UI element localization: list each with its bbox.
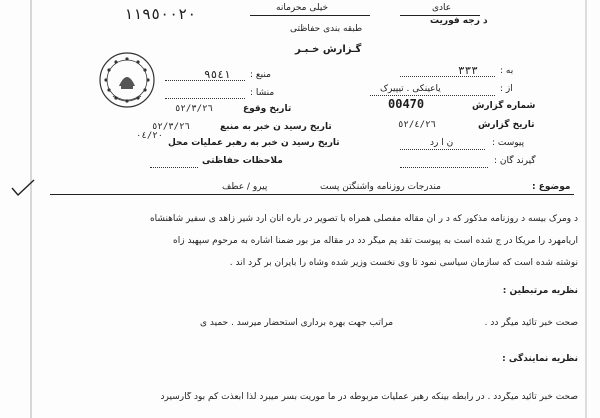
source-receipt-date-value: ٥٢/٣/٢٦: [152, 122, 190, 132]
sources-comment-text: صحت خبر تائید میگر دد .: [484, 318, 578, 328]
origin-label: منشا :: [250, 88, 275, 98]
confidentiality-value: خیلی محرمانه: [276, 3, 329, 13]
recipients-label: گیرند گان :: [494, 156, 536, 166]
from-value: یاعینکی . تیپیرک: [380, 84, 441, 94]
body-line-2: آریامهرد را مریکا در ج شده است به پیوست تقد یم میگر دد در مقاله مز بور ضمنا اشاره به مرحوم سپهبد زاه: [173, 236, 578, 246]
classification-label: طبقه بندی حفاظتی: [290, 24, 363, 34]
attachment-dotted-line: [400, 149, 485, 150]
source-receipt-date-label: تاریخ رسید ن خبر به منبع: [220, 122, 332, 132]
source-dotted-line: [165, 80, 245, 81]
to-value: ٣٣٣: [458, 64, 478, 77]
institution-seal-stamp: [97, 50, 157, 110]
event-date-label: تاریخ وقوع: [243, 104, 292, 114]
report-date-label: تاریخ گزارش: [478, 120, 535, 130]
reference-label: پیرو / عطف: [222, 182, 268, 192]
sources-comment-text-continued: مراتب جهت بهره برداری استحضار میرسد . حمید ی: [200, 318, 394, 328]
page-edge-right: [585, 0, 587, 418]
confidentiality-underline: [250, 15, 370, 16]
event-date-value: ٥٢/٣/٢٦: [175, 104, 213, 114]
report-title: گـزارش خـبـر: [295, 44, 362, 55]
source-label: منبع :: [250, 70, 271, 80]
urgency-value: عادی: [432, 3, 452, 13]
ops-receipt-date-value: ٠٤/٢٠: [136, 131, 164, 141]
from-dotted-line: [370, 95, 495, 96]
subject-rule: [50, 194, 574, 195]
to-label: به :: [500, 66, 514, 76]
body-line-1: د ومرک بیسه د روزنامه مذکور که د ر آن مقاله مفصلی همراه با تصویر در باره آنان ارد شیر زاهد ی سفیر شاهنشاه: [149, 214, 578, 224]
body-line-3: نوشته شده است که سازمان سیاسی نمود تا وی نخست وزیر شده وشاه را بایران بر گرد اند .: [229, 258, 578, 268]
origin-dotted-line: [165, 98, 245, 99]
representative-comment-text: صحت خبر تائید میگردد . در رابطه بینکه رهبر عملیات مربوطه در ما موریت بسر میبرد لذا ابعذت کم بود گارسیرد: [160, 392, 578, 402]
report-number-label: شماره گزارش: [472, 101, 536, 111]
ops-receipt-date-label: تاریخ رسید ن خبر به رهبر عملیات محل: [168, 138, 340, 148]
subject-value: مندرجات روزنامه واشنگتن پست: [320, 182, 441, 192]
subject-label: موضوع :: [532, 182, 571, 192]
from-label: از :: [500, 84, 513, 94]
attachment-value: ن ا رد: [430, 138, 454, 148]
urgency-label: د رجه فوریت: [430, 16, 488, 26]
attachment-label: پیوست :: [492, 138, 525, 148]
page-edge-left: [30, 0, 32, 418]
security-notes-label: ملاحظات حفاظتی: [202, 156, 283, 166]
handwritten-checkmark-icon: [10, 178, 36, 198]
recipients-dotted-line: [400, 167, 488, 168]
representative-comment-label: نظریه نمایندگی :: [502, 354, 578, 364]
source-value: ٩٥٤١: [204, 68, 231, 81]
report-date-value: ٥٢/٤/٢٦: [398, 120, 436, 130]
report-number-value: 00470: [388, 97, 425, 111]
sources-comment-label: نظریه مرتبطین :: [502, 286, 578, 296]
security-notes-dotted-line: [150, 167, 198, 168]
document-number: ١١٩٥٠٠٢٠: [124, 5, 197, 23]
to-dotted-line: [400, 76, 495, 77]
